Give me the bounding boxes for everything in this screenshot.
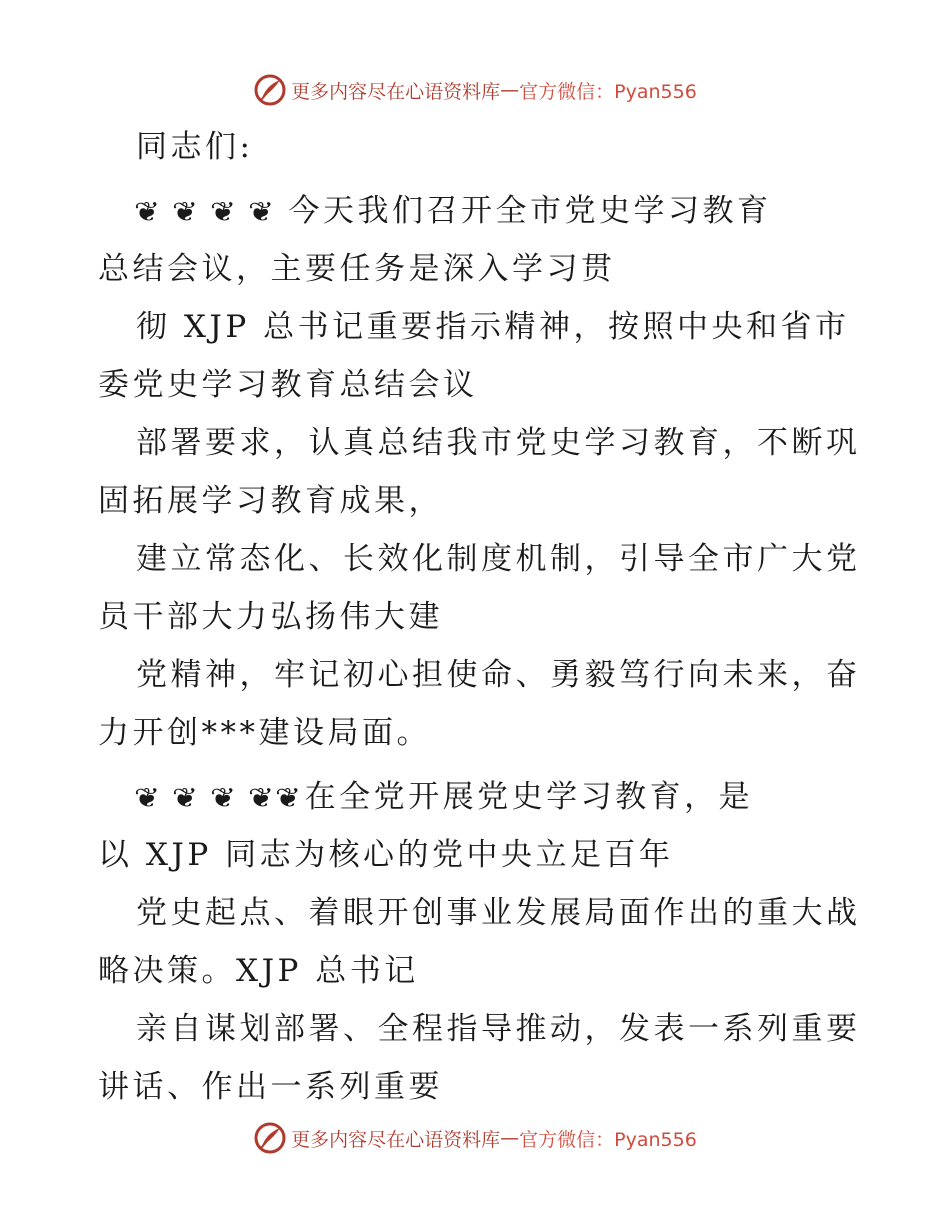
paragraph-2-line-4: 略决策。XJP 总书记 <box>98 953 419 989</box>
paragraph-1-line-8: 员干部大力弘扬伟大建 <box>98 599 443 635</box>
header-separator: — <box>500 79 520 101</box>
paragraph-2-line-2: 以 XJP 同志为核心的党中央立足百年 <box>98 837 674 873</box>
leaf-flourish-icon: ❦ <box>172 783 203 814</box>
paragraph-1-line-3: 彻 XJP 总书记重要指示精神，按照中央和省市 <box>136 309 850 345</box>
header-source-text: 更多内容尽在心语资料库 <box>291 80 501 103</box>
leaf-flourish-icon: ❦ <box>274 783 305 814</box>
footer-contact-text: 官方微信：Pyan556 <box>519 1128 697 1151</box>
paragraph-1-line-1 <box>98 182 858 240</box>
footer-separator: — <box>500 1127 520 1149</box>
document-body <box>98 118 861 1116</box>
quill-logo-icon <box>253 73 287 107</box>
paragraph-1-line-7: 建立常态化、长效化制度机制，引导全市广大党 <box>136 541 861 577</box>
leaf-flourish-icon: ❦ <box>210 783 241 814</box>
paragraph-1-line-4: 委党史学习教育总结会议 <box>98 367 478 403</box>
paragraph-2-line-5: 亲自谋划部署、全程指导推动，发表一系列重要 <box>136 1011 861 1047</box>
leaf-flourish-icon: ❦ <box>210 197 241 228</box>
greeting: 同志们: <box>136 129 254 165</box>
header-contact-text: 官方微信：Pyan556 <box>519 80 697 103</box>
paragraph-1-line-6: 固拓展学习教育成果， <box>98 483 443 519</box>
paragraph-1-line-10: 力开创***建设局面。 <box>98 715 431 751</box>
paragraph-1-line-9: 党精神，牢记初心担使命、勇毅笃行向未来，奋 <box>136 657 861 693</box>
footer-watermark <box>0 1118 950 1158</box>
leaf-flourish-icon: ❦ <box>248 783 279 814</box>
footer-source-text: 更多内容尽在心语资料库 <box>291 1128 501 1151</box>
leaf-flourish-icon: ❦ <box>248 197 279 228</box>
paragraph-1-line-2: 总结会议，主要任务是深入学习贯 <box>98 251 616 287</box>
paragraph-2-line-1 <box>98 768 858 826</box>
paragraph-2-line-6: 讲话、作出一系列重要 <box>98 1069 443 1105</box>
paragraph-text: 在全党开展党史学习教育，是 <box>304 779 754 815</box>
leaf-flourish-icon: ❦ <box>134 197 165 228</box>
leaf-flourish-icon: ❦ <box>172 197 203 228</box>
paragraph-2-line-3: 党史起点、着眼开创事业发展局面作出的重大战 <box>136 895 861 931</box>
quill-logo-icon <box>253 1121 287 1155</box>
paragraph-text: 今天我们召开全市党史学习教育 <box>288 193 772 229</box>
header-watermark <box>0 70 950 110</box>
leaf-flourish-icon: ❦ <box>134 783 165 814</box>
paragraph-1-line-5: 部署要求，认真总结我市党史学习教育，不断巩 <box>136 425 861 461</box>
